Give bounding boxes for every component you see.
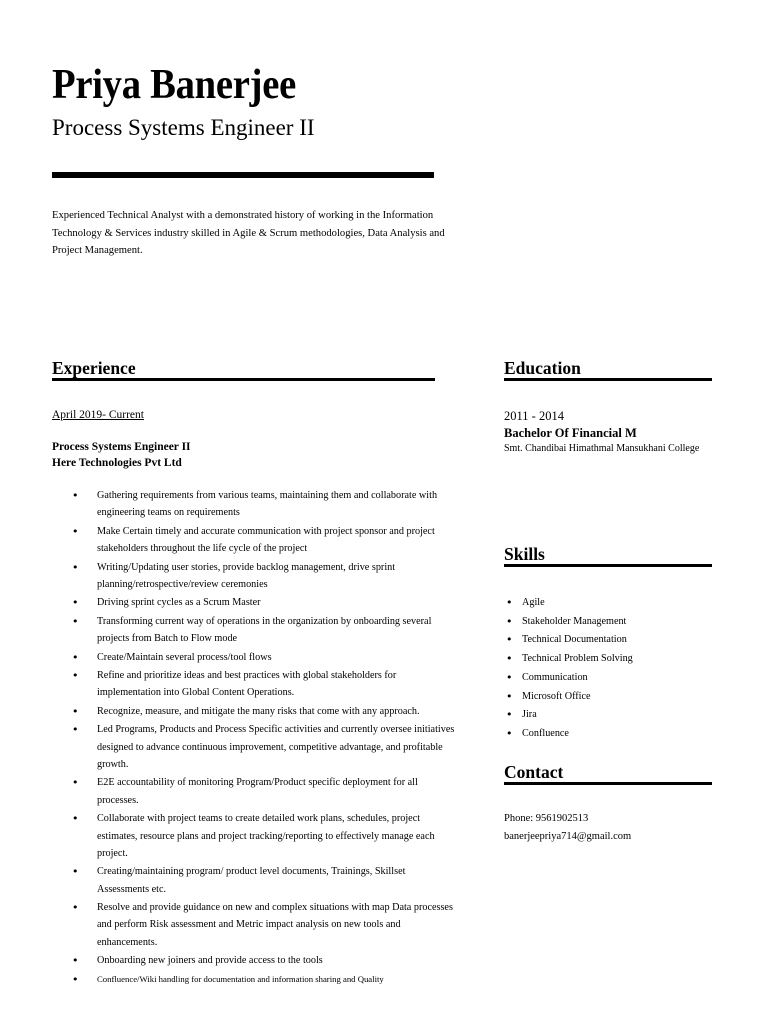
skill-item: • Confluence xyxy=(504,725,724,744)
experience-bullet: • Transforming current way of operations in the organization by onboarding several projects from Batch to Flow mode xyxy=(72,613,457,648)
experience-role: Process Systems Engineer II xyxy=(52,441,191,453)
experience-company: Here Technologies Pvt Ltd xyxy=(52,457,182,469)
education-years: 2011 - 2014 xyxy=(504,409,564,423)
profile-summary: Experienced Technical Analyst with a demonstrated history of working in the Information Technology & Services industry skilled in Agile & Scrum methodologies, Data Analysis and Project Management. xyxy=(52,210,445,257)
skill-item: • Technical Problem Solving xyxy=(504,650,724,669)
skills-heading: Skills xyxy=(504,544,545,564)
experience-bullet: • Creating/maintaining program/ product level documents, Trainings, Skillset Assessments etc. xyxy=(72,863,457,898)
experience-bullet: • Create/Maintain several process/tool flows xyxy=(72,649,457,666)
contact-heading: Contact xyxy=(504,762,564,782)
candidate-title: Process Systems Engineer II xyxy=(52,115,315,140)
contact-email[interactable]: banerjeepriya714@gmail.com xyxy=(504,831,632,842)
experience-bullet: • Driving sprint cycles as a Scrum Master xyxy=(72,594,457,611)
skill-item: • Microsoft Office xyxy=(504,688,724,707)
experience-divider xyxy=(52,378,435,381)
education-school: Smt. Chandibai Himathmal Mansukhani College xyxy=(504,443,700,454)
education-heading: Education xyxy=(504,358,581,378)
skill-item: • Communication xyxy=(504,669,724,688)
experience-heading: Experience xyxy=(52,358,136,378)
education-divider xyxy=(504,378,712,381)
contact-divider xyxy=(504,782,712,785)
experience-bullet: • Recognize, measure, and mitigate the many risks that come with any approach. xyxy=(72,703,457,720)
skills-divider xyxy=(504,564,712,567)
experience-bullet: • Refine and prioritize ideas and best practices with global stakeholders for implementation into Global Content Operations. xyxy=(72,667,457,702)
experience-bullet: • Led Programs, Products and Process Specific activities and currently oversee initiatives designed to advance continuous improvement, competitive advantage, and profitable growth. xyxy=(72,721,457,773)
experience-bullet: • Writing/Updating user stories, provide backlog management, drive sprint planning/retrospective/review ceremonies xyxy=(72,559,457,594)
skill-item: • Agile xyxy=(504,594,724,613)
experience-bullet: • Collaborate with project teams to create detailed work plans, schedules, project estimates, resource plans and project tracking/reporting to effectively manage each project. xyxy=(72,810,457,862)
experience-bullet: • Confluence/Wiki handling for documentation and information sharing and Quality xyxy=(72,971,457,988)
skill-item: • Stakeholder Management xyxy=(504,613,724,632)
header-divider xyxy=(52,172,434,178)
experience-date: April 2019- Current xyxy=(52,409,144,421)
skill-item: • Jira xyxy=(504,706,724,725)
contact-phone: Phone: 9561902513 xyxy=(504,813,589,824)
experience-bullet: • E2E accountability of monitoring Program/Product specific deployment for all processes. xyxy=(72,774,457,809)
experience-bullet: • Make Certain timely and accurate communication with project sponsor and project stakeholders throughout the life cycle of the project xyxy=(72,523,457,558)
experience-bullet: • Onboarding new joiners and provide access to the tools xyxy=(72,952,457,969)
experience-bullet: • Gathering requirements from various teams, maintaining them and collaborate with engineering teams on requirements xyxy=(72,487,457,522)
skill-item: • Technical Documentation xyxy=(504,631,724,650)
candidate-name: Priya Banerjee xyxy=(52,62,296,108)
experience-bullet-list xyxy=(72,487,457,989)
education-degree: Bachelor Of Financial M xyxy=(504,426,637,440)
experience-bullet: • Resolve and provide guidance on new and complex situations with map Data processes and perform Risk assessment and Metric impact analysis on new tools and enhancements. xyxy=(72,899,457,951)
skills-list xyxy=(504,594,724,744)
